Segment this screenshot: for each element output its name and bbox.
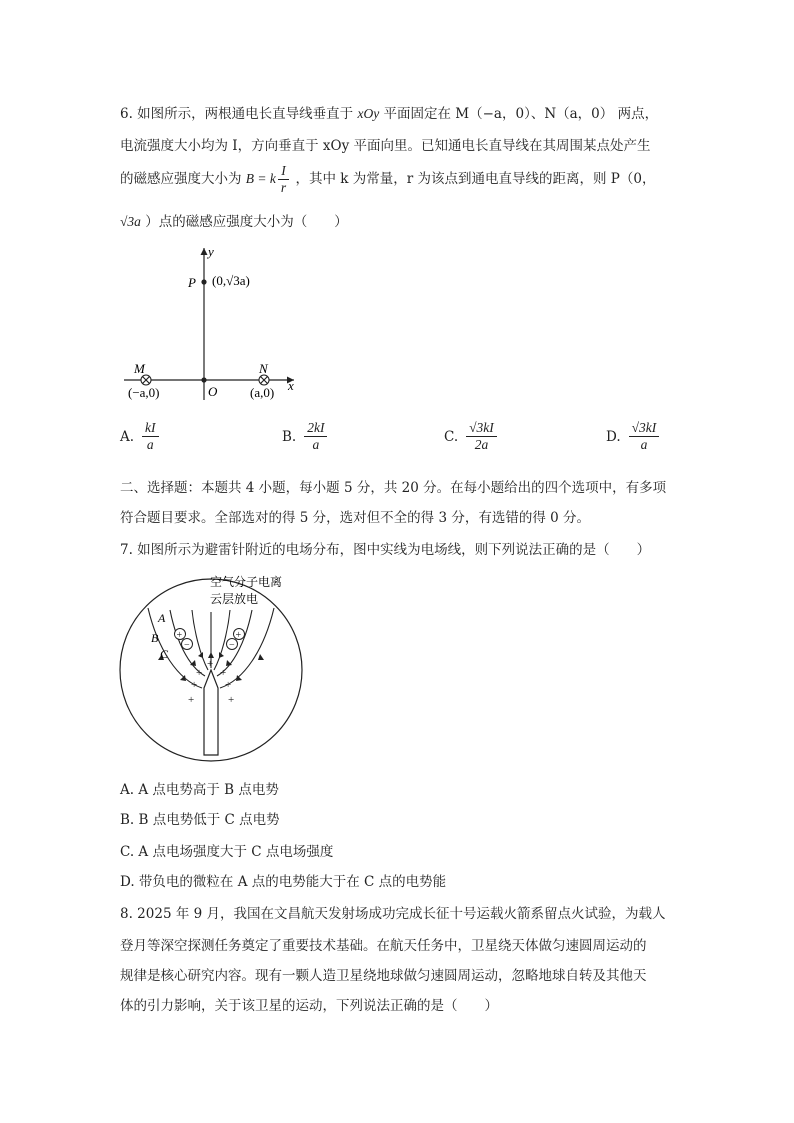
q7-stem: 7. 如图所示为避雷针附近的电场分布，图中实线为电场线，则下列说法正确的是（ ） xyxy=(120,542,651,558)
q6-y-label: y xyxy=(208,244,214,259)
q7-option-b[interactable]: B. B 点电势低于 C 点电势 xyxy=(120,812,280,828)
q6-o-label: O xyxy=(208,384,218,399)
q6-text-1b: 平面固定在 xyxy=(383,106,451,122)
q6-option-b-fraction xyxy=(304,420,327,453)
q7-option-d[interactable]: D. 带负电的微粒在 A 点的电势能大于在 C 点的电势能 xyxy=(120,874,447,890)
svg-text:+: + xyxy=(196,667,203,679)
q6-formula-fraction xyxy=(278,163,289,196)
q7-option-a[interactable]: A. A 点电势高于 B 点电势 xyxy=(120,782,279,798)
q6-option-b-letter: B. xyxy=(282,428,297,445)
q6-option-b[interactable] xyxy=(282,420,329,453)
q6-m-coord: (−a,0) xyxy=(128,385,160,400)
svg-text:+: + xyxy=(225,679,232,691)
q7-lightning-rod xyxy=(204,670,218,755)
q7-field-line-left-1 xyxy=(148,608,202,688)
q6-option-b-den: a xyxy=(312,437,320,452)
q6-var-xoy: xOy xyxy=(357,106,380,121)
svg-text:+: + xyxy=(188,694,195,706)
q7-ion-right xyxy=(227,629,245,652)
q6-point-o xyxy=(201,377,206,382)
section2-line-1: 二、选择题：本题共 4 小题，每小题 5 分，共 20 分。在每小题给出的四个选项中，有多项 xyxy=(120,480,667,496)
svg-text:−: − xyxy=(229,640,235,651)
q6-option-a-letter: A. xyxy=(120,428,135,445)
q6-formula-den: r xyxy=(280,180,287,195)
q6-line-4 xyxy=(120,212,348,232)
q6-wire-m xyxy=(141,375,151,385)
q7-label-ionization: 空气分子电离 xyxy=(210,575,283,589)
q8-line-1: 8. 2025 年 9 月，我国在文昌航天发射场成功完成长征十号运载火箭系留点火试验，为载人 xyxy=(120,906,666,922)
q6-point-p xyxy=(201,279,206,284)
q7-figure xyxy=(118,570,308,765)
q6-option-b-num: 2kI xyxy=(304,420,327,437)
q6-formula-num: I xyxy=(278,163,289,180)
q6-option-d-den: a xyxy=(640,437,648,452)
q6-option-a-num: kI xyxy=(142,420,159,437)
q7-option-c[interactable]: C. A 点电场强度大于 C 点电场强度 xyxy=(120,844,334,860)
q6-p-coord: (0,√3a) xyxy=(212,273,250,288)
q7-ion-left xyxy=(175,629,193,652)
q6-option-d-letter: D. xyxy=(606,428,621,445)
q7-label-b: B xyxy=(151,631,159,645)
svg-text:−: − xyxy=(184,640,190,651)
svg-text:+: + xyxy=(235,630,242,641)
q8-line-4: 体的引力影响，关于该卫星的运动，下列说法正确的是（ ） xyxy=(120,998,498,1014)
svg-text:+: + xyxy=(228,694,235,706)
q6-text-1a: 6. 如图所示，两根通电长直导线垂直于 xyxy=(120,106,354,122)
section2-line-2: 符合题目要求。全部选对的得 5 分，选对但不全的得 3 分，有选错的得 0 分。 xyxy=(120,510,591,526)
q6-option-a-den: a xyxy=(146,437,154,452)
svg-text:+: + xyxy=(207,658,214,670)
q6-option-d[interactable] xyxy=(606,420,661,453)
q6-line-1 xyxy=(120,104,658,124)
q6-points: M（−a，0）、N（a，0） xyxy=(455,106,614,122)
q7-label-a: A xyxy=(158,611,166,625)
q6-option-a-fraction xyxy=(142,420,159,453)
q7-label-discharge: 云层放电 xyxy=(210,592,259,606)
svg-text:+: + xyxy=(176,630,183,641)
q6-text-3a: 的磁感应强度大小为 xyxy=(120,171,242,187)
q6-option-d-num: √3kI xyxy=(629,420,660,437)
q6-option-d-fraction xyxy=(629,420,660,453)
q6-text-4: ）点的磁感应强度大小为（ ） xyxy=(145,214,348,230)
q6-option-c-den: 2a xyxy=(474,437,489,452)
q7-label-c: C xyxy=(160,647,169,661)
q6-n-coord: (a,0) xyxy=(250,385,275,400)
q6-sqrt3a: √3a xyxy=(120,214,141,229)
q6-option-c-letter: C. xyxy=(444,428,459,445)
q6-x-label: x xyxy=(288,378,294,393)
q6-m-label: M xyxy=(134,361,145,376)
q8-line-2: 登月等深空探测任务奠定了重要技术基础。在航天任务中，卫星绕天体做匀速圆周运动的 xyxy=(120,938,647,954)
q6-formula-b: B = k xyxy=(245,171,276,186)
svg-text:+: + xyxy=(191,679,198,691)
q6-option-c-fraction xyxy=(466,420,497,453)
q6-option-c[interactable] xyxy=(444,420,499,453)
q6-figure xyxy=(118,240,318,410)
q6-option-c-num: √3kI xyxy=(466,420,497,437)
q6-p-label: P xyxy=(188,275,196,290)
q6-line-2: 电流强度大小均为 I，方向垂直于 xOy 平面向里。已知通电长直导线在其周围某点处产生 xyxy=(120,138,651,154)
q6-n-label: N xyxy=(259,361,268,376)
q6-wire-n xyxy=(259,375,269,385)
q6-line-3 xyxy=(120,162,655,196)
q6-text-3b: ，其中 k 为常量，r 为该点到通电直导线的距离，则 P（0， xyxy=(295,171,656,187)
q6-option-a[interactable] xyxy=(120,420,161,453)
q6-text-1c: 两点， xyxy=(617,106,659,122)
q8-line-3: 规律是核心研究内容。现有一颗人造卫星绕地球做匀速圆周运动，忽略地球自转及其他天 xyxy=(120,968,647,984)
svg-text:+: + xyxy=(220,667,227,679)
